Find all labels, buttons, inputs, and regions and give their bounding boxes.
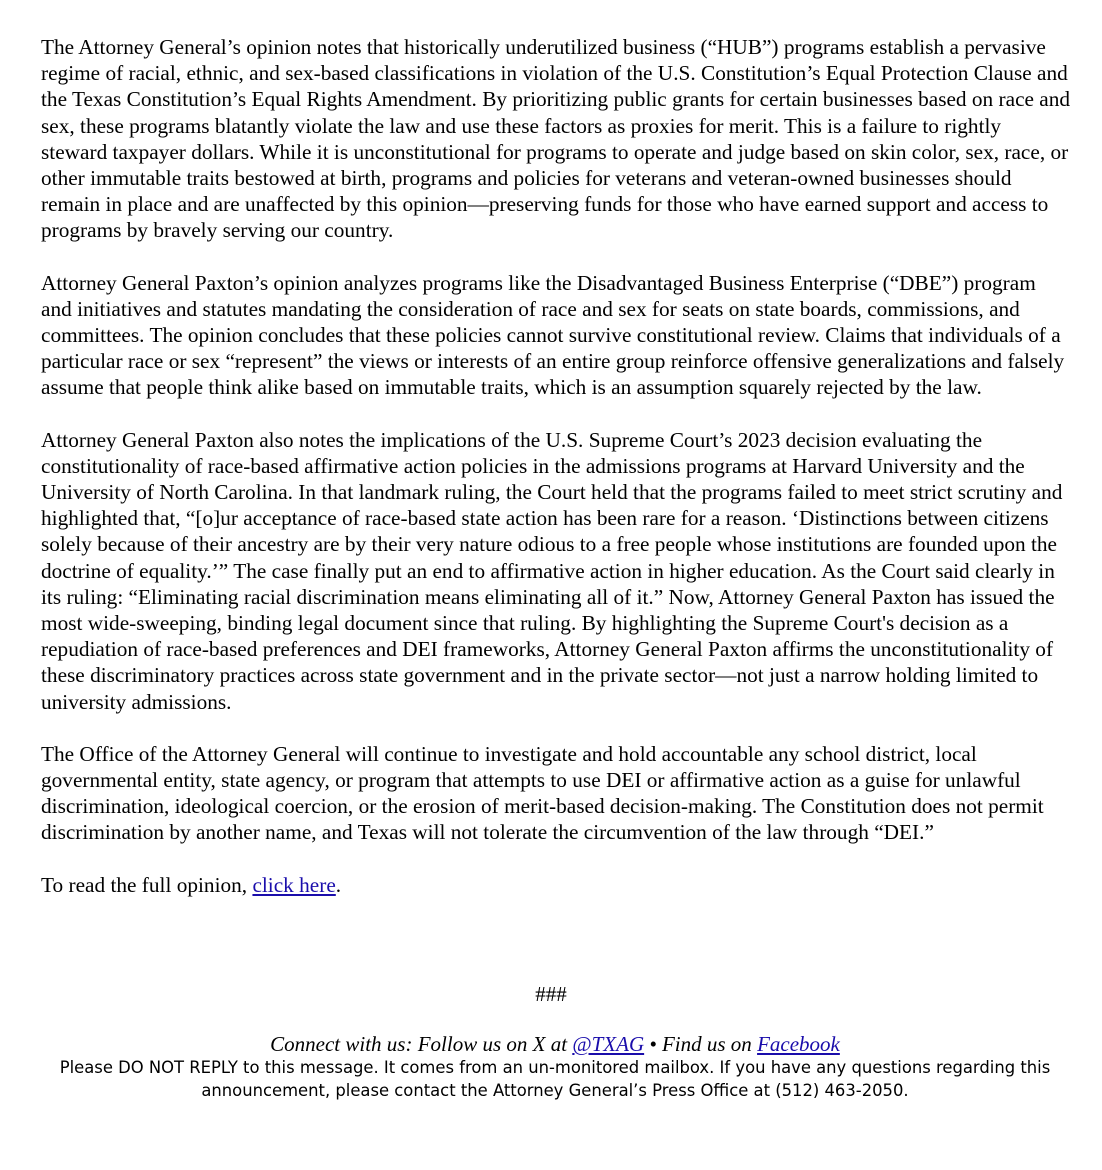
connect-with-us-line bbox=[0, 1031, 1102, 1057]
connect-middle: • Find us on bbox=[644, 1032, 758, 1056]
connect-prefix: Connect with us: Follow us on X at bbox=[270, 1032, 573, 1056]
do-not-reply-notice bbox=[0, 1056, 1102, 1102]
read-full-opinion-line bbox=[41, 872, 1071, 898]
paragraph-office-enforcement: The Office of the Attorney General will continue to investigate and hold accountable any school district, local governmental entity, state agency, or program that attempts to use DEI or affirmative action as a guise for unlawful discrimination, ideological coercion, or the erosion of merit-based decision-making. The Constitution does not permit discrimination by another name, and Texas will not tolerate the circumvention of the law through “DEI.” bbox=[41, 741, 1044, 845]
notice-line-1: Please DO NOT REPLY to this message. It comes from an un-monitored mailbox. If you have any questions regarding this bbox=[59, 1058, 1051, 1077]
notice-line-2: announcement, please contact the Attorney General’s Press Office at (512) 463-2050. bbox=[201, 1081, 909, 1100]
press-release-body bbox=[41, 34, 1071, 898]
paragraph-supreme-court: Attorney General Paxton also notes the implications of the U.S. Supreme Court’s 2023 decision evaluating the constitutionality of race-based affirmative action policies in the admissions programs at Harvard University and the University of North Carolina. In that landmark ruling, the Court held that the programs failed to meet strict scrutiny and highlighted that, “[o]ur acceptance of race-based state action has been rare for a reason. ‘Distinctions between citizens solely because of their ancestry are by their very nature odious to a free people whose institutions are founded upon the doctrine of equality.’” The case finally put an end to affirmative action in higher education. As the Court said clearly in its ruling: “Eliminating racial discrimination means eliminating all of it.” Now, Attorney General Paxton has issued the most wide-sweeping, binding legal document since that ruling. By highlighting the Supreme Court's decision as a repudiation of race-based preferences and DEI frameworks, Attorney General Paxton affirms the unconstitutionality of these discriminatory practices across state government and in the private sector—not just a narrow holding limited to university admissions. bbox=[41, 427, 1063, 714]
txag-x-link[interactable]: @TXAG bbox=[572, 1032, 645, 1056]
paragraph-hub-programs: The Attorney General’s opinion notes that historically underutilized business (“HUB”) programs establish a pervasive regime of racial, ethnic, and sex-based classifications in violation of the U.S. Constitution’s Equal Protection Clause and the Texas Constitution’s Equal Rights Amendment. By prioritizing public grants for certain businesses based on race and sex, these programs blatantly violate the law and use these factors as proxies for merit. This is a failure to rightly steward taxpayer dollars. While it is unconstitutional for programs to operate and judge based on skin color, sex, race, or other immutable traits bestowed at birth, programs and policies for veterans and veteran-owned businesses should remain in place and are unaffected by this opinion—preserving funds for those who have earned support and access to programs by bravely serving our country. bbox=[41, 35, 1071, 243]
facebook-link[interactable]: Facebook bbox=[757, 1032, 840, 1056]
read-full-opinion-suffix: . bbox=[335, 872, 342, 897]
click-here-link[interactable]: click here bbox=[252, 872, 336, 897]
end-separator: ### bbox=[535, 982, 567, 1006]
read-full-opinion-prefix: To read the full opinion, bbox=[41, 872, 253, 897]
paragraph-dbe-program: Attorney General Paxton’s opinion analyzes programs like the Disadvantaged Business Enterprise (“DBE”) program and initiatives and statutes mandating the consideration of race and sex for seats on state boards, commissions, and committees. The opinion concludes that these policies cannot survive constitutional review. Claims that individuals of a particular race or sex “represent” the views or interests of an entire group reinforce offensive generalizations and falsely assume that people think alike based on immutable traits, which is an assumption squarely rejected by the law. bbox=[41, 270, 1065, 400]
